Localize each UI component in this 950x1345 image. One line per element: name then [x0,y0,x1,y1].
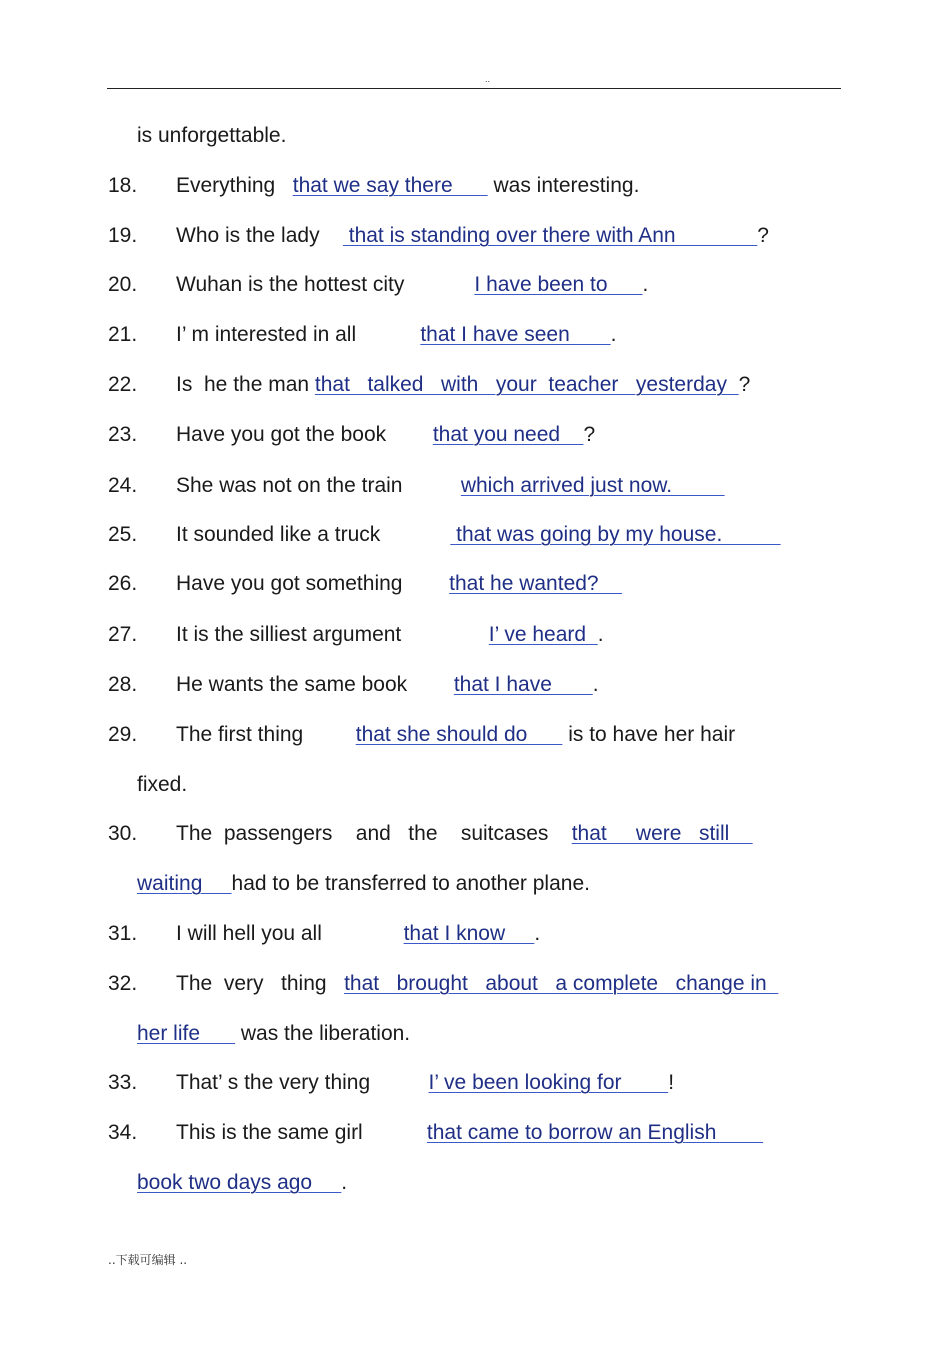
question-text: She was not on the train which arrived just now. [176,474,725,497]
question-number: 33. [108,1071,138,1094]
answer-text: I’ ve heard [488,623,598,646]
line-continuation-30: waiting had to be transferred to another plane. [137,872,590,895]
answer-text: that talked with your teacher yesterday [314,373,739,396]
answer-text: I have been to [474,273,643,296]
header-mark: .. [485,74,491,84]
question-number: 23. [108,423,138,446]
question-text: I’ m interested in all that I have seen . [176,323,617,346]
question-text: This is the same girl that came to borrow an English [176,1121,764,1144]
answer-text: that is standing over there with Ann [342,224,758,247]
question-text: Is he the man that talked with your teacher yesterday ? [176,373,751,396]
question-number: 21. [108,323,138,346]
question-number: 32. [108,972,138,995]
answer-text: her life [137,1022,236,1045]
question-number: 29. [108,723,138,746]
question-text: The passengers and the suitcases that were still [176,822,753,845]
answer-text: I’ ve been looking for [428,1071,669,1094]
question-number: 34. [108,1121,138,1144]
line-continuation-17 [137,123,286,149]
answer-text: that she should do [355,723,563,746]
header-rule [107,88,841,89]
question-text: It sounded like a truck that was going by my house. [176,523,781,546]
question-number: 24. [108,474,138,497]
question-text: He wants the same book that I have . [176,673,599,696]
question-text: Who is the lady that is standing over there with Ann ? [176,224,769,247]
answer-text: that you need [432,423,584,446]
question-number: 18. [108,174,138,197]
question-text: Wuhan is the hottest city I have been to . [176,273,649,296]
question-number: 27. [108,623,138,646]
line-text: fixed. [137,773,188,796]
answer-text: that brought about a complete change in [344,972,779,995]
answer-text: waiting [137,872,232,895]
question-number: 30. [108,822,138,845]
answer-text: that came to borrow an English [426,1121,764,1144]
line-text: is unforgettable. [137,124,287,147]
line-continuation-32: her life was the liberation. [137,1022,411,1045]
question-number: 20. [108,273,138,296]
answer-text: that was going by my house. [450,523,781,546]
question-text: I will hell you all that I know . [176,922,541,945]
answer-text: that were still [571,822,753,845]
question-number: 26. [108,572,138,595]
line-continuation-34: book two days ago . [137,1171,348,1194]
answer-text: that he wanted? [449,572,622,595]
question-number: 22. [108,373,138,396]
line-continuation-29 [137,772,187,798]
footer-text: ..下载可编辑 .. [108,1253,188,1267]
answer-text: that I have [453,673,593,696]
question-text: Everything that we say there was interesting. [176,174,640,197]
question-number: 28. [108,673,138,696]
question-text: That’ s the very thing I’ ve been looking for ! [176,1071,675,1094]
answer-text: book two days ago [137,1171,342,1194]
question-text: The very thing that brought about a complete change in [176,972,779,995]
answer-text: that I have seen [420,323,611,346]
answer-text: that I know [403,922,535,945]
question-number: 25. [108,523,138,546]
answer-text: that we say there [292,174,488,197]
answer-text: which arrived just now. [460,474,725,497]
question-number: 31. [108,922,138,945]
question-text: It is the silliest argument I’ ve heard . [176,623,604,646]
question-text: Have you got something that he wanted? [176,572,622,595]
question-number: 19. [108,224,138,247]
question-text: Have you got the book that you need ? [176,423,596,446]
question-text: The first thing that she should do is to have her hair [176,723,736,746]
